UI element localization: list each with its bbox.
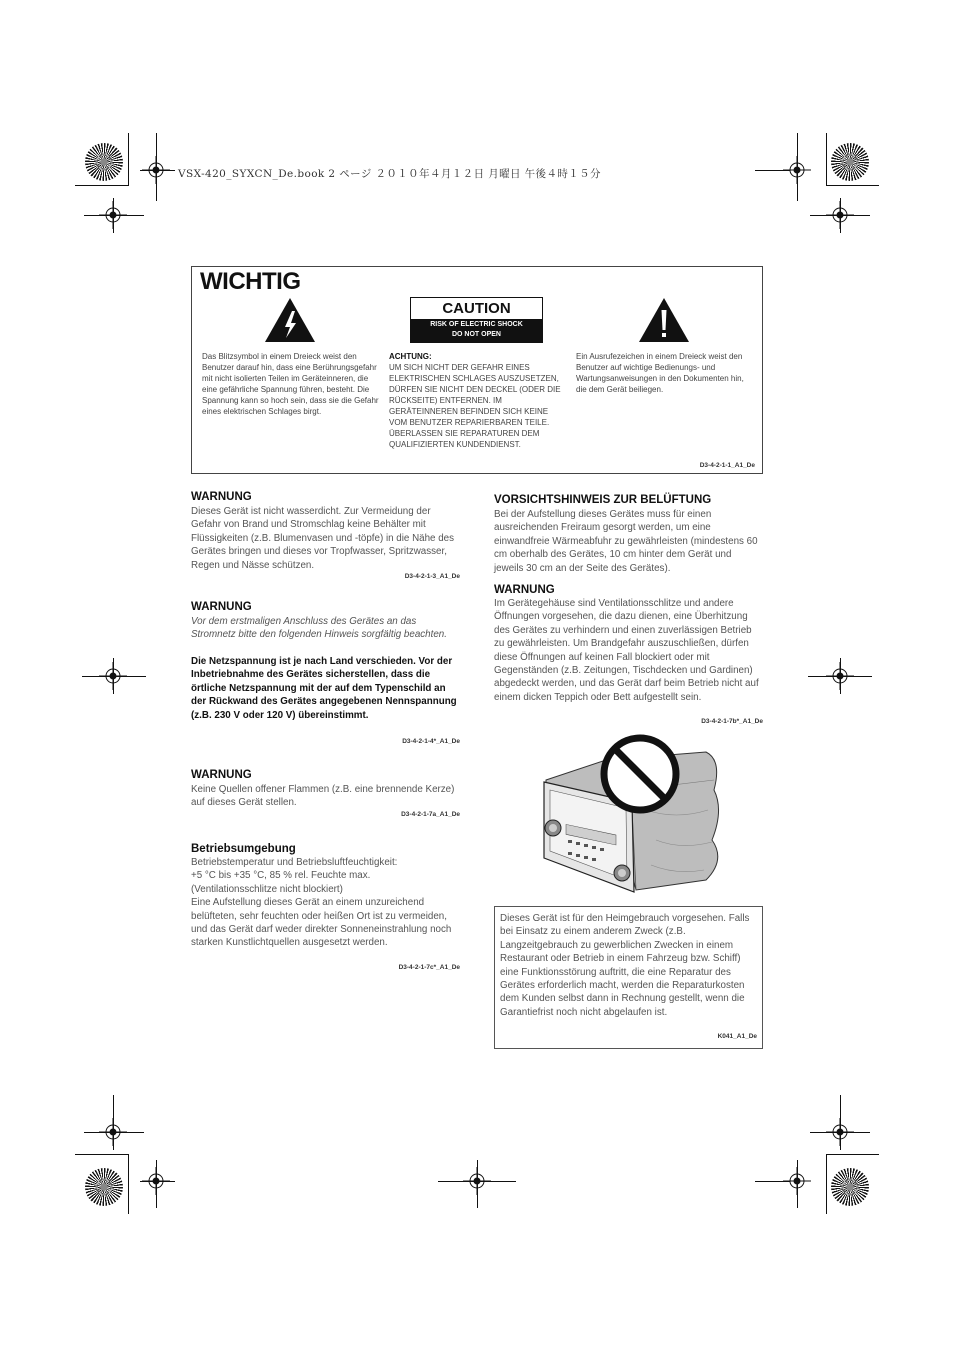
reference-code: D3-4-2-1-1_A1_De	[699, 462, 755, 469]
caution-band	[411, 319, 542, 342]
section-heading: WARNUNG	[494, 584, 555, 596]
section-text: Bei der Aufstellung dieses Gerätes muss für einen ausreichenden Freiraum gesorgt werden, um eine einwandfreie Wärmeabfuhr zu gewährleisten (mindestens 60 cm oberhalb des Gerätes, 10 cm hinter dem Gerät und jeweils 30 cm an der Seite des Gerätes).	[494, 509, 758, 574]
wichtig-title: WICHTIG	[200, 268, 301, 295]
crosshair-icon	[142, 156, 170, 184]
achtung-heading: ACHTUNG:	[389, 352, 432, 361]
crosshair-icon	[463, 1167, 491, 1195]
section-text: Dieses Gerät ist nicht wasserdicht. Zur Vermeidung der Gefahr von Brand und Stromschlag keine Behälter mit Flüssigkeiten (z.B. Blumenvasen und -töpfe) in die Nähe des Gerätes bringen und dieses vor Tropfwasser, Spritzwasser, Regen und Nässe schützen.	[191, 506, 455, 571]
lightning-triangle-icon	[264, 297, 316, 343]
reference-code: D3-4-2-1-7b*_A1_De	[701, 718, 763, 725]
registration-star-icon	[831, 1168, 869, 1206]
text-line: Betriebstemperatur und Betriebsluftfeuchtigkeit:	[191, 857, 398, 868]
registration-star-icon	[85, 1168, 123, 1206]
section-text	[191, 856, 460, 950]
section-bold-text: Die Netzspannung ist je nach Land verschieden. Vor der Inbetriebnahme des Gerätes sicherstellen, dass die örtliche Netzspannung mit der auf dem Typenschild an der Rückwand des Gerätes angegebenen Nennspannung (z.B. 230 V oder 120 V) übereinstimmt.	[191, 656, 457, 721]
caution-band-line-2: DO NOT OPEN	[451, 331, 501, 338]
section-text: Keine Quellen offener Flammen (z.B. eine brennende Kerze) auf dieses Gerät stellen.	[191, 784, 455, 809]
crosshair-icon	[783, 156, 811, 184]
crosshair-icon	[826, 662, 854, 690]
exclamation-triangle-icon	[638, 297, 690, 343]
caution-label	[410, 297, 543, 343]
reference-code: K041_A1_De	[717, 1033, 757, 1040]
reference-code: D3-4-2-1-4*_A1_De	[402, 738, 460, 745]
section-italic-text: Vor dem erstmaligen Anschluss des Gerätes an das Stromnetz bitte den folgenden Hinweis sorgfältig beachten.	[191, 616, 447, 641]
reference-code: D3-4-2-1-7c*_A1_De	[398, 964, 460, 971]
section-heading: Betriebsumgebung	[191, 843, 296, 855]
caution-band-line-1: RISK OF ELECTRIC SHOCK	[430, 321, 523, 328]
crosshair-icon	[99, 201, 127, 229]
crosshair-icon	[826, 1118, 854, 1146]
registration-star-icon	[831, 143, 869, 181]
section-text: Im Gerätegehäuse sind Ventilationsschlitze und andere Öffnungen vorgesehen, die dazu dienen, eine Überhitzung des Gerätes zu verhindern und einen zuverlässigen Betrieb zu gewährleisten. Um Brandgefahr auszuschließen, dürfen diese Öffnungen auf keinen Fall blockiert oder mit Gegenständen (z.B. Zeitungen, Tischdecken und Gardinen) abgedeckt werden, und das Gerät darf beim Betrieb nicht auf einem dicken Teppich oder Bett aufgestellt sein.	[494, 598, 759, 703]
crosshair-icon	[783, 1167, 811, 1195]
text-line: +5 °C bis +35 °C, 85 % rel. Feuchte max.	[191, 870, 371, 882]
exclamation-explanation: Ein Ausrufezeichen in einem Dreieck weist den Benutzer auf wichtige Bedienungs- und Wartungsanweisungen in den Dokumenten hin, die dem Gerät beiliegen.	[576, 352, 744, 394]
prohibition-icon	[604, 738, 676, 810]
section-heading: WARNUNG	[191, 491, 252, 503]
crosshair-icon	[826, 201, 854, 229]
section-heading: VORSICHTSHINWEIS ZUR BELÜFTUNG	[494, 494, 712, 506]
section-heading: WARNUNG	[191, 769, 252, 781]
covered-receiver-illustration	[536, 730, 736, 895]
text-line: Eine Aufstellung dieses Gerät an einem unzureichend belüfteten, sehr feuchten oder heißen Ort ist zu vermeiden, und das Gerät darf weder direkter Sonneneinstrahlung noch starken Kunstlichtquellen ausgesetzt werden.	[191, 897, 452, 949]
crosshair-icon	[99, 662, 127, 690]
caution-word: CAUTION	[442, 300, 511, 317]
home-use-notice-text: Dieses Gerät ist für den Heimgebrauch vorgesehen. Falls bei Einsatz zu einem anderem Zweck (z.B. Langzeitgebrauch zu gewerblichen Zwecken in einem Restaurant oder Betrieb in einem Fahrzeug bzw. Schiff) eine Funktionsstörung auftritt, die eine Reparatur des Gerätes erforderlich macht, werden die Reparaturkosten dem Kunden selbst dann in Rechnung gestellt, wenn die Garantiefrist noch nicht abgelaufen ist.	[500, 913, 750, 1018]
crosshair-icon	[142, 1167, 170, 1195]
book-file-header: VSX-420_SYXCN_De.book 2 ページ ２０１０年４月１２日 月曜日 午後４時１５分	[178, 168, 601, 180]
lightning-explanation: Das Blitzsymbol in einem Dreieck weist den Benutzer darauf hin, dass eine Berührungsgefahr mit nicht isolierten Teilen im Geräteinneren, die eine gefährliche Spannung führen, besteht. Die Spannung kann so hoch sein, dass sie die Gefahr eines elektrischen Schlages birgt.	[202, 352, 379, 416]
achtung-text: UM SICH NICHT DER GEFAHR EINES ELEKTRISCHEN SCHLAGES AUSZUSETZEN, DÜRFEN SIE NICHT DEN DECKEL (ODER DIE RÜCKSEITE) ENTFERNEN. IM GERÄTEINNEREN BEFINDEN SICH KEINE VOM BENUTZER REPARIERBAREN TEILE. ÜBERLASSEN SIE REPARATUREN DEM QUALIFIZIERTEN KUNDENDIENST.	[389, 363, 561, 449]
registration-star-icon	[85, 143, 123, 181]
text-line: (Ventilationsschlitze nicht blockiert)	[191, 883, 343, 895]
section-heading: WARNUNG	[191, 601, 252, 613]
reference-code: D3-4-2-1-7a_A1_De	[401, 811, 460, 818]
reference-code: D3-4-2-1-3_A1_De	[404, 573, 460, 580]
crosshair-icon	[99, 1118, 127, 1146]
